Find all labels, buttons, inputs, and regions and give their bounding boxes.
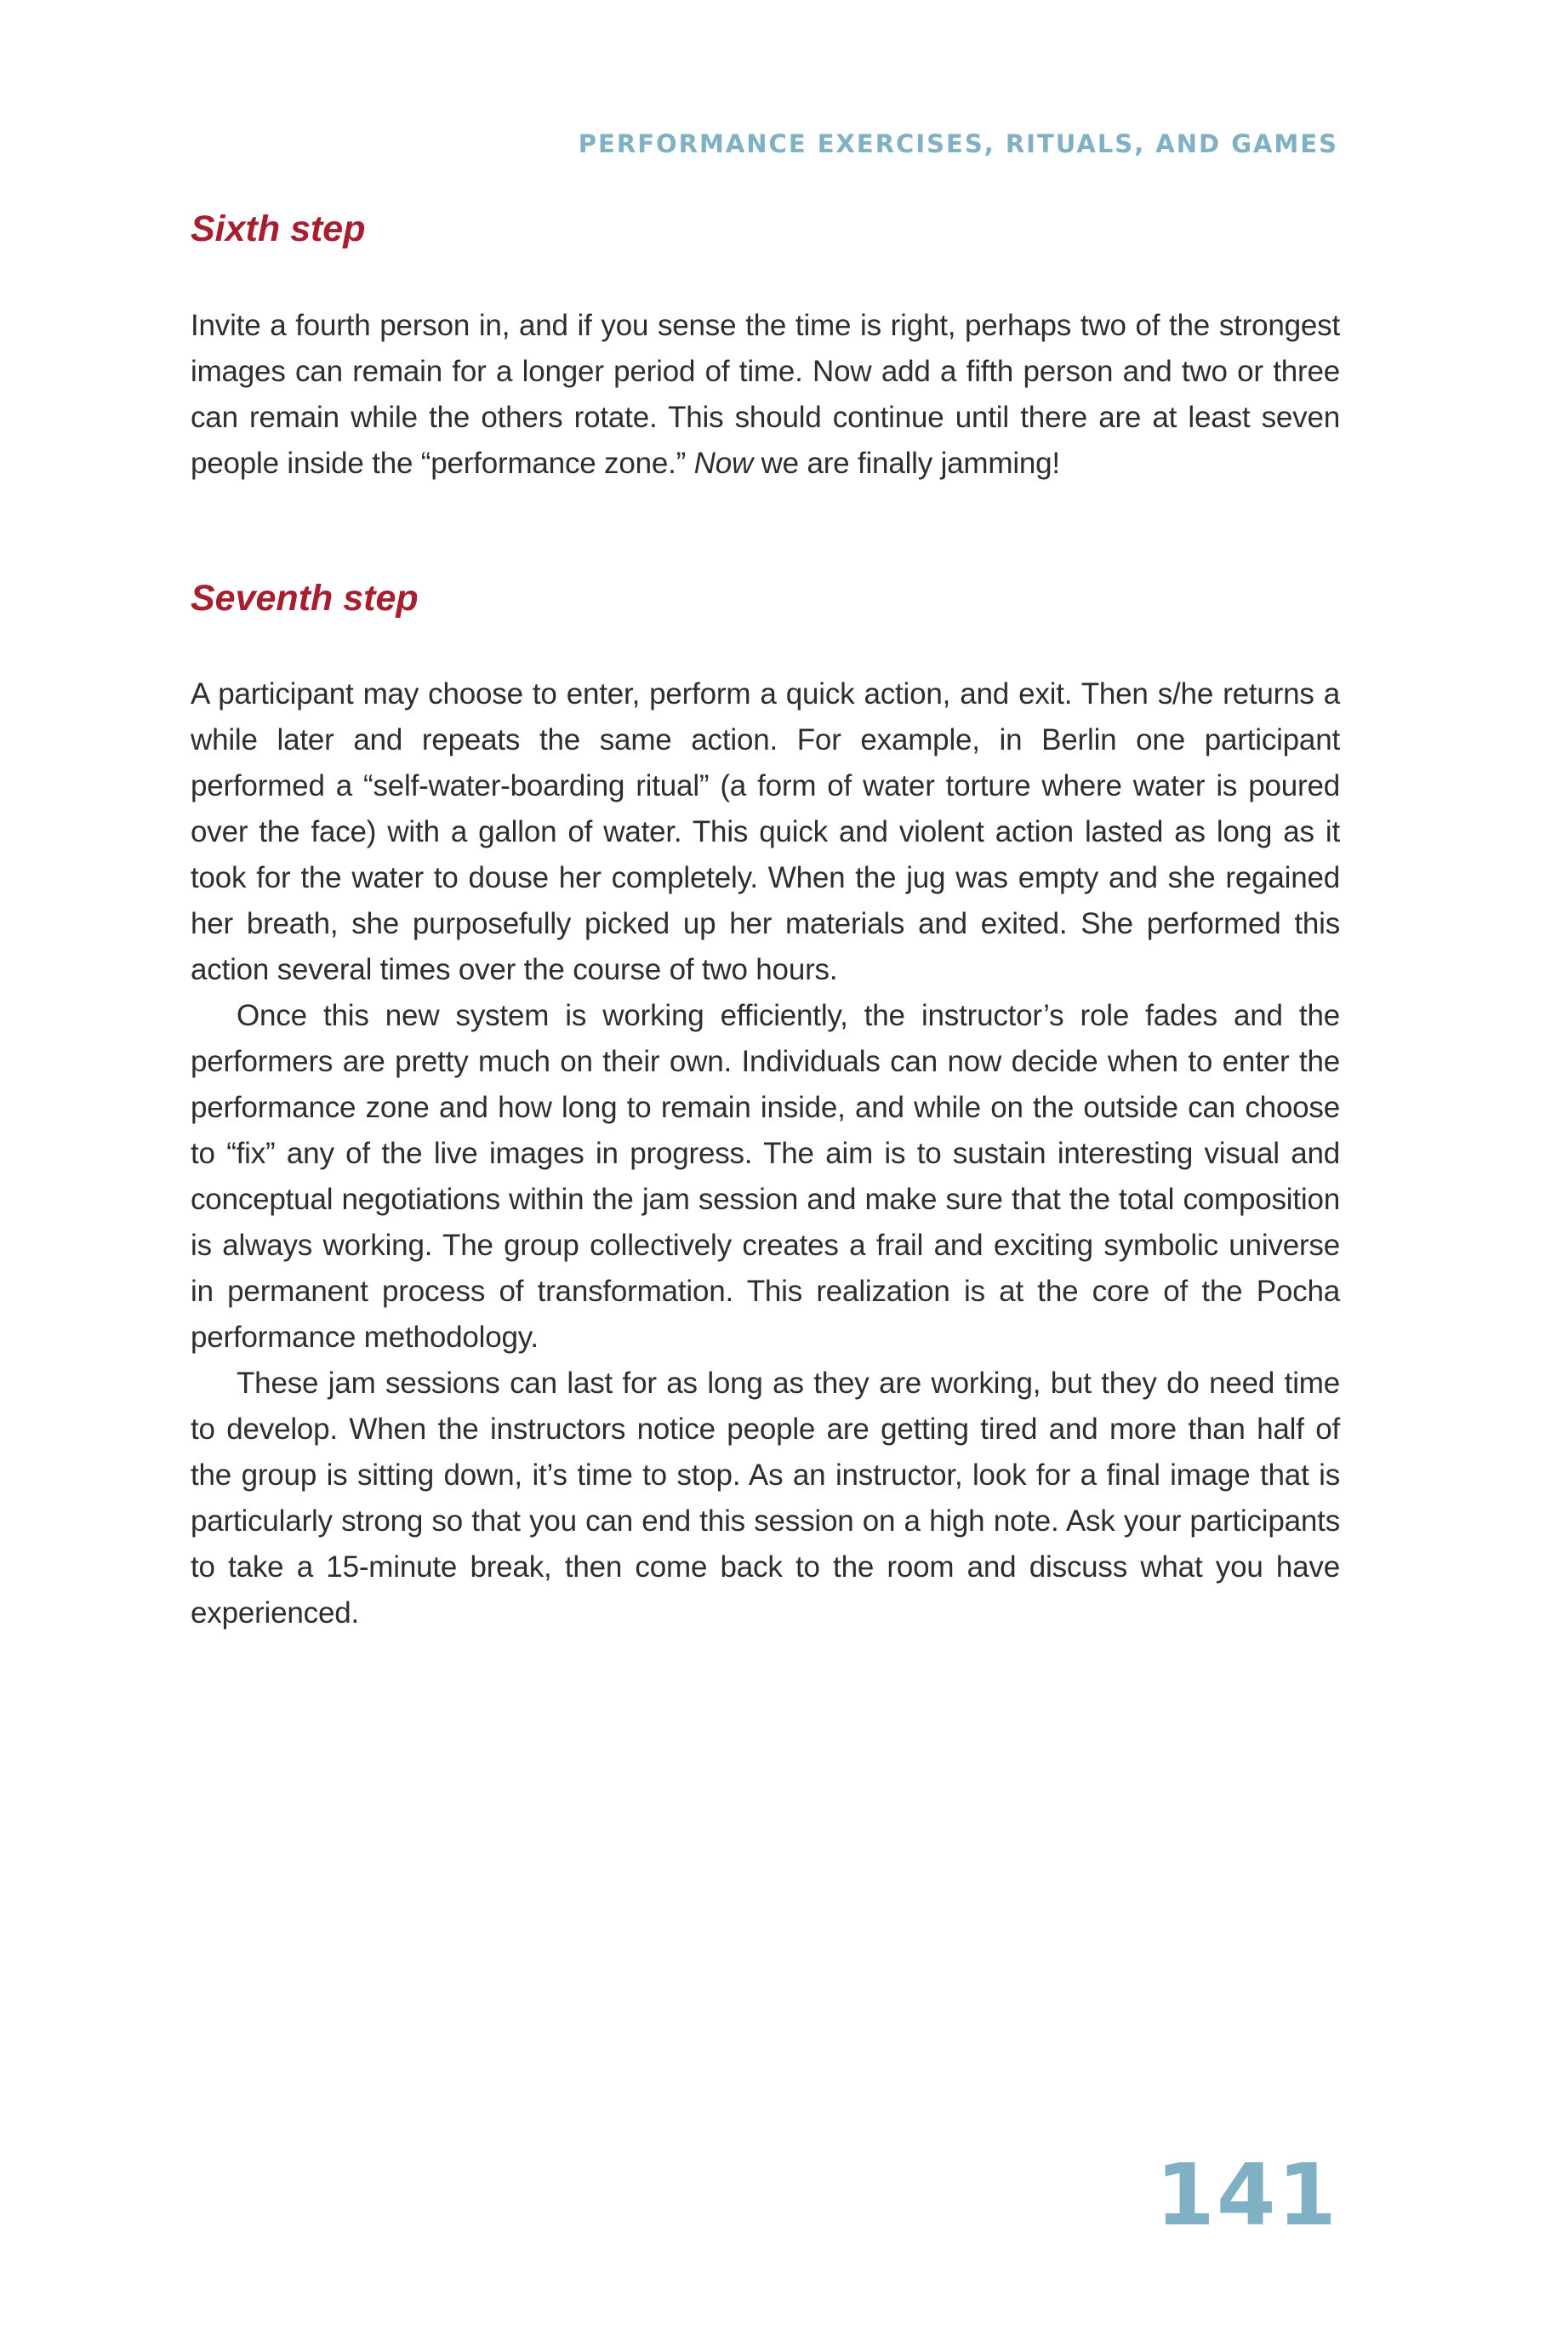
section-body-sixth-step [191, 303, 1340, 487]
section-body-seventh-step [191, 671, 1340, 1636]
section-heading-sixth-step: Sixth step [191, 208, 366, 249]
page-number: 141 [1155, 2145, 1338, 2245]
paragraph: These jam sessions can last for as long as they are working, but they do need time to develop. When the instructors notice people are getting tired and more than half of the group is sitting down, it’s time to stop. As an instructor, look for a final image that is particularly strong so that you can end this session on a high note. Ask your participants to take a 15-minute break, then come back to the room and discuss what you have experienced. [191, 1367, 1340, 1630]
section-heading-seventh-step: Seventh step [191, 578, 419, 619]
paragraph: Once this new system is working efficiently, the instructor’s role fades and the performers are pretty much on their own. Individuals can now decide when to enter the performance zone and how long to remain inside, and while on the outside can choose to “fix” any of the live images in progress. The aim is to sustain interesting visual and conceptual negotiations within the jam session and make sure that the total composition is always working. The group collectively creates a frail and exciting symbolic universe in permanent process of transformation. This realization is at the core of the Pocha performance methodology. [191, 999, 1340, 1354]
paragraph: A participant may choose to enter, perform a quick action, and exit. Then s/he returns a while later and repeats the same action. For example, in Berlin one participant performed a “self-water-boarding ritual” (a form of water torture where water is poured over the face) with a gallon of water. This quick and violent action lasted as long as it took for the water to douse her completely. When the jug was empty and she regained her breath, she purposefully picked up her materials and exited. She performed this action several times over the course of two hours. [191, 677, 1340, 986]
paragraph [191, 303, 1340, 487]
paragraph-text: we are finally jamming! [753, 447, 1060, 480]
emphasis-text: Now [693, 447, 754, 480]
paragraph-text: Invite a fourth person in, and if you sense the time is right, perhaps two of the strongest images can remain for a longer period of time. Now add a fifth person and two or three can remain while the others rotate. This should continue until there are at least seven people inside the “performance zone.” [191, 309, 1340, 480]
running-head: PERFORMANCE EXERCISES, RITUALS, AND GAMES [578, 129, 1338, 158]
